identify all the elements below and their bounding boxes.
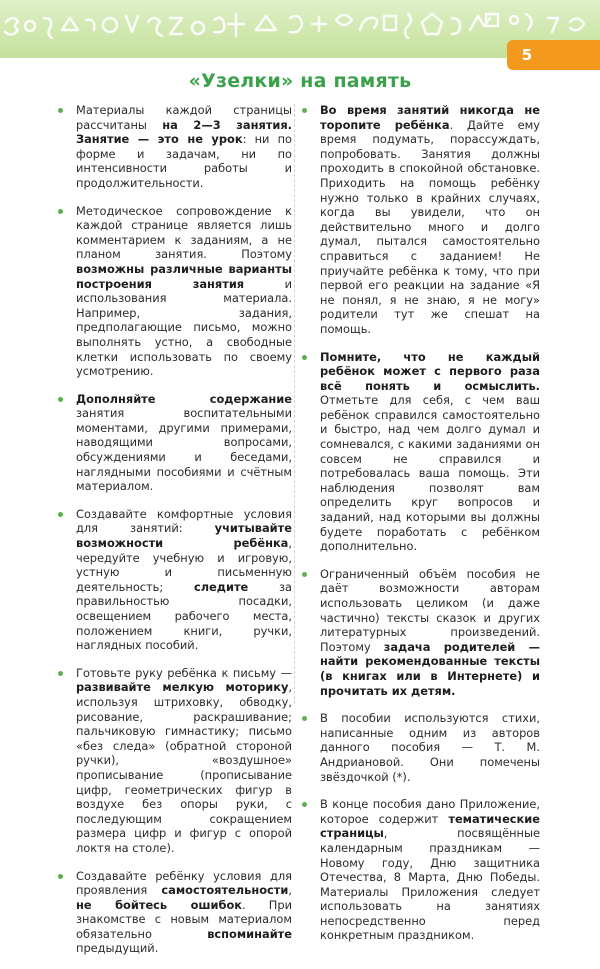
- bold-text: тематические страницы: [320, 811, 540, 841]
- page-number-badge: [507, 40, 600, 70]
- text: , чередуйте учебную и игровую, устную и письменную деятельность;: [76, 536, 292, 594]
- column-divider: [294, 104, 295, 704]
- bold-text: Во время занятий никогда не торопите ребёнка: [320, 103, 540, 132]
- bold-text: Дополняйте содержание: [76, 391, 292, 406]
- bullet-item: [300, 567, 540, 698]
- bullet-dot-icon: [302, 716, 307, 721]
- left-column: [56, 103, 292, 969]
- bullet-dot-icon: [58, 108, 63, 113]
- bullet-dot-icon: [302, 108, 307, 113]
- text: Создавайте ребёнку условия для проявления: [76, 868, 292, 898]
- text: Методическое сопровождение к каждой странице является лишь комментарием к заданиям, а не планом занятия. Поэтому: [76, 203, 292, 262]
- page-number: 5: [521, 46, 533, 64]
- text: и использования материала. Например, задания, предполагающие письмо, можно выполнять устно, а свободные клетки использовать по своему усмотрению.: [76, 276, 292, 379]
- text: Ограниченный объём пособия не даёт возможности авторам использовать целиком (и даже частично) тексты сказок и других литературных произведений. Поэтому: [320, 566, 540, 654]
- bullet-item: [56, 869, 292, 957]
- text: Отметьте для себя, с чем ваш ребёнок справился самостоятельно и быстро, над чем долго думал и сомневался, с какими заданиями он совсем не справился и потребовалась ваша помощь. Эти наблюдения позволят вам определить круг вопросов и заданий, над которыми вы должны будете поработать с ребёнком дополнительно.: [320, 393, 540, 554]
- bullet-dot-icon: [58, 512, 63, 517]
- right-column: [300, 103, 540, 956]
- bullet-item: [300, 350, 540, 554]
- text: , посвящённые календарным праздникам — Новому году, Дню защитника Отечества, 8 Марта, Дню Победы. Материалы Приложения следует использовать на занятиях непосредственно перед конкретным праздником.: [320, 826, 540, 943]
- text: . Дайте ему время подумать, порассуждать, попробовать. Занятия должны проходить в спокойной обстановке. Приходить на помощь ребёнку нужно только в крайних случаях, когда вы увидели, что он действительно много и долго думал, пытался самостоятельно справиться с заданием! Не приучайте ребёнка к тому, что при первой его реакции на задание «Я не понял, я не знаю, я не могу» родители тут же спешат на помощь.: [320, 117, 540, 336]
- bullet-dot-icon: [58, 671, 63, 676]
- text: предыдущий.: [76, 941, 159, 956]
- bold-text: возможны различные варианты построения занятия: [76, 261, 292, 291]
- text: В пособии используются стихи, написанные одним из авторов данного пособия — Т. М. Андриановой. Они помечены звёздочкой (*).: [320, 711, 540, 784]
- bold-text: задача родителей — найти рекомендованные тексты (в книгах или в Интернете) и прочитать их детям.: [320, 639, 540, 698]
- text: за правильностью посадки, освещением рабочего места, положением книги, ручки, наглядных пособий.: [76, 579, 292, 653]
- bullet-item: [56, 666, 292, 856]
- bullet-item: [300, 103, 540, 337]
- bullet-dot-icon: [302, 572, 307, 577]
- text: : ни по форме и задачам, ни по интенсивности работы и продолжительности.: [76, 132, 292, 190]
- page-title: «Узелки» на память: [188, 70, 412, 92]
- bullet-dot-icon: [58, 397, 63, 402]
- text: ,: [288, 883, 292, 898]
- text: Создавайте комфортные условия для занятий:: [76, 506, 292, 536]
- bullet-item: [56, 103, 292, 191]
- bullet-dot-icon: [302, 355, 307, 360]
- bold-text: развивайте мелкую моторику: [76, 680, 289, 695]
- bullet-item: [56, 507, 292, 653]
- bullet-item: [300, 711, 540, 784]
- bold-text: самостоятельности: [161, 883, 289, 898]
- bold-text: вспоминайте: [207, 926, 292, 941]
- bullet-item: [56, 392, 292, 494]
- text: Готовьте руку ребёнка к письму —: [76, 665, 292, 680]
- bold-text: Помните, что не каждый ребёнок может с первого раза всё понять и осмыслить.: [320, 349, 540, 393]
- text: , используя штриховку, обводку, рисование, раскрашивание; пальчиковую гимнастику; письмо «без следа» (обратной стороной ручки), «воздушное» прописывание (прописывание цифр, геометрических фигур в воздухе без опоры руки, с последующим сокращением размера цифр и фигур с опорой локтя на столе).: [76, 680, 292, 855]
- bullet-item: [300, 797, 540, 943]
- bullet-dot-icon: [302, 802, 307, 807]
- bold-text: следите: [193, 579, 249, 594]
- bold-text: на 2—3 занятия. Занятие — это не урок: [76, 117, 292, 147]
- text: В конце пособия дано Приложение, которое содержит: [320, 797, 540, 826]
- text: Материалы каждой страницы рассчитаны: [76, 103, 292, 132]
- bullet-item: [56, 204, 292, 379]
- bold-text: не бойтесь ошибок: [76, 897, 243, 912]
- bullet-dot-icon: [58, 209, 63, 214]
- bold-text: учитывайте возможности ребёнка: [76, 521, 292, 551]
- bullet-dot-icon: [58, 874, 63, 879]
- text: . При знакомстве с новым материалом обязательно: [76, 897, 292, 941]
- text: занятия воспитательными моментами, другими примерами, наводящими вопросами, обсуждениями и беседами, наглядными пособиями и счётным материалом.: [76, 406, 292, 494]
